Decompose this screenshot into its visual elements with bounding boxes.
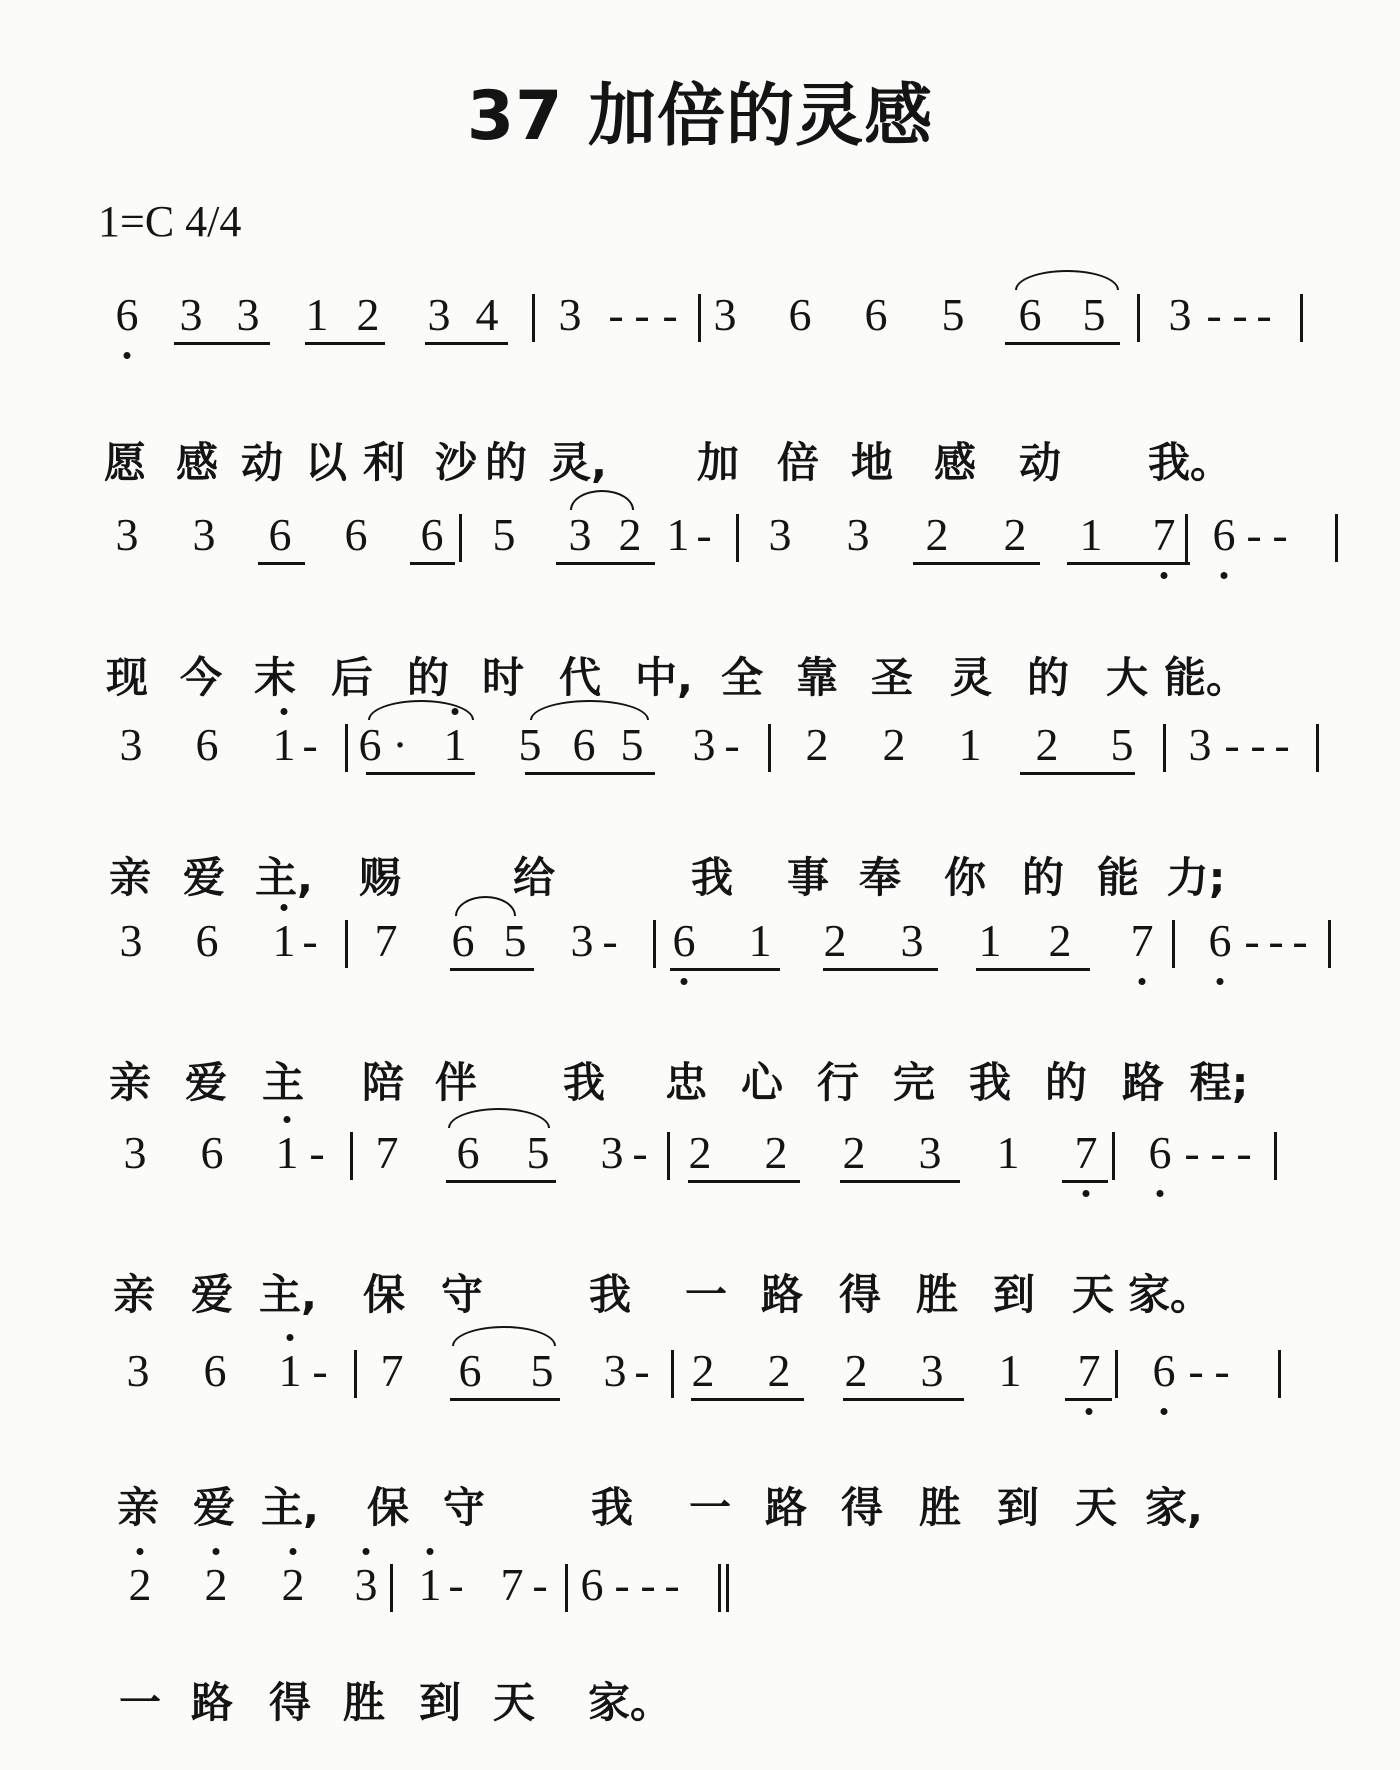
barline <box>667 1132 670 1180</box>
note: 1 <box>272 719 296 770</box>
note: 4 <box>475 289 499 340</box>
beam-underline <box>450 1398 560 1401</box>
lyric-char: 靠 <box>795 653 839 702</box>
lyric-char: 天 <box>1071 1270 1115 1319</box>
beam-underline <box>688 1180 800 1183</box>
hold-dash: - <box>309 1127 325 1178</box>
note: 7 <box>374 915 398 966</box>
lyric-char: 时 <box>481 653 525 702</box>
note: 6 <box>195 719 219 770</box>
beam-underline <box>366 772 475 775</box>
note: 2 <box>618 509 642 560</box>
beam-underline <box>840 1180 960 1183</box>
beam-underline <box>1067 562 1190 565</box>
hold-dash: - <box>312 1345 328 1396</box>
hold-dash: - <box>608 289 624 340</box>
note: 3 <box>115 509 139 560</box>
lyric-char: 你 <box>943 853 987 902</box>
upper-octave-dot <box>287 1334 294 1341</box>
lyric-char: 守 <box>440 1270 484 1319</box>
note: 1 <box>996 1127 1020 1178</box>
note: 2 <box>1003 509 1027 560</box>
lyric-char: 一 <box>118 1678 162 1727</box>
lower-octave-dot <box>124 352 131 359</box>
lyric-char: 的 <box>484 438 528 487</box>
slur <box>530 700 649 720</box>
note: 1 <box>275 1127 299 1178</box>
upper-octave-dot <box>427 1548 434 1555</box>
note: 6 <box>1152 1345 1176 1396</box>
note: 5 <box>518 719 542 770</box>
lyric-char: 大 <box>1105 653 1149 702</box>
lyric-char: 后 <box>330 653 374 702</box>
hold-dash: - <box>1236 1127 1252 1178</box>
hold-dash: - <box>1268 915 1284 966</box>
lyric-char: 得 <box>840 1483 884 1532</box>
lyric-char: 伴 <box>434 1058 478 1107</box>
note: 3 <box>179 289 203 340</box>
note: 1 <box>443 719 467 770</box>
lyric-char: 家。 <box>587 1678 673 1727</box>
lyric-char: 动 <box>240 438 284 487</box>
hold-dash: - <box>602 915 618 966</box>
lyric-char: 我 <box>562 1058 606 1107</box>
lyric-char: 保 <box>362 1270 406 1319</box>
barline <box>1163 724 1166 772</box>
hold-dash: - <box>448 1559 464 1610</box>
note: 3 <box>920 1345 944 1396</box>
note: 1 <box>666 509 690 560</box>
note: 1 <box>272 915 296 966</box>
page-title: 37 加倍的灵感 <box>466 77 934 156</box>
note: 2 <box>764 1127 788 1178</box>
beam-underline <box>823 968 938 971</box>
note: 3 <box>568 509 592 560</box>
note: 3 <box>1188 719 1212 770</box>
note: 7 <box>1130 915 1154 966</box>
lyric-char: 的 <box>406 653 450 702</box>
lower-octave-dot <box>1139 978 1146 985</box>
hold-dash: - <box>1232 289 1248 340</box>
lyric-char: 能。 <box>1163 653 1249 702</box>
hold-dash: - <box>634 1345 650 1396</box>
lyric-char: 今 <box>179 653 223 702</box>
note: 7 <box>1077 1345 1101 1396</box>
lyric-char: 赐 <box>358 853 402 902</box>
lyric-char: 亲 <box>108 853 152 902</box>
note: 2 <box>1035 719 1059 770</box>
barline <box>768 724 771 772</box>
lyric-char: 主, <box>255 853 313 902</box>
lyric-char: 我 <box>968 1058 1012 1107</box>
upper-octave-dot <box>137 1548 144 1555</box>
lyric-char: 的 <box>1026 653 1070 702</box>
lyric-char: 我 <box>690 853 734 902</box>
beam-underline <box>556 562 655 565</box>
barline <box>1274 1132 1277 1180</box>
lyric-char: 保 <box>366 1483 410 1532</box>
hold-dash: - <box>1292 915 1308 966</box>
lyric-char: 心 <box>740 1058 784 1107</box>
note: 3 <box>918 1127 942 1178</box>
beam-underline <box>670 968 780 971</box>
lyric-char: 我 <box>590 1483 634 1532</box>
note: 2 <box>823 915 847 966</box>
note: 2 <box>688 1127 712 1178</box>
barline <box>1335 514 1338 562</box>
lyric-char: 到 <box>992 1270 1036 1319</box>
note: 1 <box>748 915 772 966</box>
beam-underline <box>174 342 270 345</box>
hold-dash: - <box>1244 915 1260 966</box>
lyric-char: 天 <box>492 1678 536 1727</box>
lyric-char: 地 <box>850 438 894 487</box>
barline <box>1112 1132 1115 1180</box>
lyric-char: 行 <box>816 1058 860 1107</box>
barline <box>671 1350 674 1398</box>
barline <box>1137 294 1140 342</box>
lyric-char: 程; <box>1189 1058 1249 1107</box>
lyric-char: 胜 <box>918 1483 962 1532</box>
beam-underline <box>976 968 1090 971</box>
lyric-char: 全 <box>720 653 764 702</box>
lyric-char: 以 <box>304 438 348 487</box>
note: 6 <box>268 509 292 560</box>
note: 1 <box>1079 509 1103 560</box>
barline <box>736 514 739 562</box>
upper-octave-dot <box>284 1116 291 1123</box>
note: 6 <box>200 1127 224 1178</box>
beam-underline <box>410 562 455 565</box>
note: 3 <box>119 719 143 770</box>
barline <box>565 1564 568 1612</box>
lyric-char: 得 <box>838 1270 882 1319</box>
lyric-char: 愿 <box>103 438 147 487</box>
lyric-char: 爱 <box>192 1483 236 1532</box>
barline <box>345 724 348 772</box>
note: 6 <box>864 289 888 340</box>
slur <box>570 490 634 510</box>
note: 2 <box>844 1345 868 1396</box>
beam-underline <box>525 772 655 775</box>
note: 3 <box>900 915 924 966</box>
note: 3 <box>354 1559 378 1610</box>
slur <box>455 896 516 916</box>
slur <box>368 700 474 720</box>
hold-dash: - <box>634 289 650 340</box>
beam-underline <box>1062 1180 1108 1183</box>
lyric-char: 事 <box>786 853 830 902</box>
note: 1 <box>278 1345 302 1396</box>
note: 2 <box>691 1345 715 1396</box>
lyric-char: 亲 <box>116 1483 160 1532</box>
barline <box>345 920 348 968</box>
hold-dash: - <box>1224 719 1240 770</box>
hold-dash: - <box>632 1127 648 1178</box>
note: 2 <box>842 1127 866 1178</box>
lyric-char: 一 <box>688 1483 732 1532</box>
hold-dash: - <box>302 915 318 966</box>
lyric-char: 路 <box>190 1678 234 1727</box>
note: 6 <box>115 289 139 340</box>
note: 6 <box>1212 509 1236 560</box>
lyric-char: 得 <box>268 1678 312 1727</box>
hold-dash: - <box>1184 1127 1200 1178</box>
note: 7 <box>1152 509 1176 560</box>
barline <box>1316 724 1319 772</box>
beam-underline <box>305 342 385 345</box>
lyric-char: 天 <box>1074 1483 1118 1532</box>
hold-dash: - <box>1250 719 1266 770</box>
note: 2 <box>128 1559 152 1610</box>
hold-dash: - <box>1256 289 1272 340</box>
upper-octave-dot <box>281 904 288 911</box>
lyric-char: 动 <box>1018 438 1062 487</box>
barline <box>1300 294 1303 342</box>
lyric-char: 路 <box>764 1483 808 1532</box>
note: 6 <box>344 509 368 560</box>
note: 3 <box>768 509 792 560</box>
note: 7 <box>500 1559 524 1610</box>
barline <box>653 920 656 968</box>
lower-octave-dot <box>1217 978 1224 985</box>
note: 3 <box>558 289 582 340</box>
lyric-char: 一 <box>684 1270 728 1319</box>
note: 6 <box>572 719 596 770</box>
barline <box>459 514 462 562</box>
note: 3 <box>427 289 451 340</box>
beam-underline <box>691 1398 804 1401</box>
barline <box>1328 920 1331 968</box>
note: 6 <box>1208 915 1232 966</box>
lyric-char: 家。 <box>1127 1270 1213 1319</box>
lower-octave-dot <box>1221 572 1228 579</box>
note: 6 <box>420 509 444 560</box>
note: 7 <box>380 1345 404 1396</box>
lyric-char: 力; <box>1166 853 1226 902</box>
hold-dash: - <box>1188 1345 1204 1396</box>
note: 3 <box>126 1345 150 1396</box>
lyric-char: 末 <box>253 653 297 702</box>
hold-dash: - <box>1272 509 1288 560</box>
note: 1 <box>978 915 1002 966</box>
note: 5 <box>1110 719 1134 770</box>
lyric-char: 倍 <box>776 438 820 487</box>
note: 2 <box>281 1559 305 1610</box>
beam-underline <box>913 562 1040 565</box>
note: 2 <box>925 509 949 560</box>
note: 3 <box>119 915 143 966</box>
note: 3 <box>1168 289 1192 340</box>
note: 6 <box>195 915 219 966</box>
note: 5 <box>492 509 516 560</box>
note: 3 <box>713 289 737 340</box>
lyric-char: 给 <box>512 853 556 902</box>
lyric-char: 爱 <box>184 1058 228 1107</box>
note: 5 <box>620 719 644 770</box>
note: 3 <box>236 289 260 340</box>
note: 5 <box>526 1127 550 1178</box>
lyric-char: 到 <box>996 1483 1040 1532</box>
hold-dash: - <box>1214 1345 1230 1396</box>
beam-underline <box>1005 342 1120 345</box>
beam-underline <box>258 562 305 565</box>
hold-dash: - <box>1246 509 1262 560</box>
beam-underline <box>1020 772 1135 775</box>
hold-dash: - <box>664 1559 680 1610</box>
lyric-char: 主 <box>261 1058 305 1107</box>
upper-octave-dot <box>213 1548 220 1555</box>
lower-octave-dot <box>1161 1408 1168 1415</box>
lyric-char: 灵 <box>949 653 993 702</box>
hold-dash: - <box>532 1559 548 1610</box>
lyric-char: 主, <box>259 1270 317 1319</box>
beam-underline <box>843 1398 964 1401</box>
note: 5 <box>941 289 965 340</box>
lyric-char: 现 <box>105 653 149 702</box>
note: 5 <box>503 915 527 966</box>
note: 6 <box>451 915 475 966</box>
note: 2 <box>767 1345 791 1396</box>
slur <box>452 1326 556 1346</box>
lyric-char: 忠 <box>664 1058 708 1107</box>
note: 3 <box>603 1345 627 1396</box>
beam-underline <box>425 342 508 345</box>
note: 7 <box>375 1127 399 1178</box>
note: 3 <box>692 719 716 770</box>
lyric-char: 到 <box>418 1678 462 1727</box>
hold-dash: - <box>614 1559 630 1610</box>
lyric-char: 的 <box>1021 853 1065 902</box>
note: 3 <box>846 509 870 560</box>
lyric-char: 感 <box>933 438 977 487</box>
lyric-char: 陪 <box>361 1058 405 1107</box>
note: 6 <box>358 719 382 770</box>
barline <box>698 294 701 342</box>
lyric-char: 胜 <box>915 1270 959 1319</box>
note: 3 <box>570 915 594 966</box>
note: 3 <box>123 1127 147 1178</box>
upper-octave-dot <box>363 1548 370 1555</box>
lower-octave-dot <box>1157 1190 1164 1197</box>
lyric-char: 主, <box>261 1483 319 1532</box>
note: 2 <box>204 1559 228 1610</box>
upper-octave-dot <box>281 708 288 715</box>
lyric-char: 灵, <box>549 438 607 487</box>
lyric-char: 圣 <box>870 653 914 702</box>
note: 7 <box>1074 1127 1098 1178</box>
note: 6 <box>672 915 696 966</box>
note: 3 <box>192 509 216 560</box>
barline <box>532 294 535 342</box>
lyric-char: 中, <box>635 653 693 702</box>
beam-underline <box>450 968 534 971</box>
lyric-char: 家, <box>1145 1483 1203 1532</box>
barline <box>1115 1350 1118 1398</box>
hold-dash: - <box>724 719 740 770</box>
lyric-char: 爱 <box>190 1270 234 1319</box>
lyric-char: 感 <box>175 438 219 487</box>
note: 2 <box>805 719 829 770</box>
barline <box>390 1564 393 1612</box>
lyric-char: 路 <box>1121 1058 1165 1107</box>
note: 6 <box>203 1345 227 1396</box>
lower-octave-dot <box>1086 1408 1093 1415</box>
lyric-char: 完 <box>892 1058 936 1107</box>
lower-octave-dot <box>1161 572 1168 579</box>
hold-dash: - <box>1210 1127 1226 1178</box>
lyric-char: 守 <box>442 1483 486 1532</box>
lyric-char: 亲 <box>112 1270 156 1319</box>
lyric-char: 亲 <box>108 1058 152 1107</box>
note: 2 <box>1048 915 1072 966</box>
note: 1 <box>305 289 329 340</box>
hold-dash: - <box>302 719 318 770</box>
slur <box>1015 270 1119 290</box>
note: 1 <box>998 1345 1022 1396</box>
hold-dash: - <box>1206 289 1222 340</box>
note: 1 <box>958 719 982 770</box>
note: 5 <box>530 1345 554 1396</box>
lower-octave-dot <box>1083 1190 1090 1197</box>
note: 6 <box>456 1127 480 1178</box>
lyric-char: 能 <box>1096 853 1140 902</box>
barline <box>354 1350 357 1398</box>
note: 6 <box>458 1345 482 1396</box>
note: 6 <box>580 1559 604 1610</box>
note: 3 <box>600 1127 624 1178</box>
lyric-char: 我 <box>588 1270 632 1319</box>
barline <box>1278 1350 1281 1398</box>
note: 2 <box>356 289 380 340</box>
note: 2 <box>882 719 906 770</box>
note: 1 <box>418 1559 442 1610</box>
note: 6 <box>1018 289 1042 340</box>
slur <box>448 1108 550 1128</box>
note: 6 <box>788 289 812 340</box>
barline <box>1185 514 1188 562</box>
lyric-char: 加 <box>696 438 740 487</box>
hold-dash: - <box>662 289 678 340</box>
lyric-char: 爱 <box>182 853 226 902</box>
hold-dash: - <box>1274 719 1290 770</box>
lyric-char: 奉 <box>858 853 902 902</box>
lyric-char: 沙 <box>434 438 478 487</box>
lower-octave-dot <box>681 978 688 985</box>
lyric-char: 我。 <box>1147 438 1233 487</box>
barline <box>718 1564 721 1612</box>
lyric-char: 胜 <box>342 1678 386 1727</box>
note: 5 <box>1082 289 1106 340</box>
beam-underline <box>1065 1398 1112 1401</box>
key-signature: 1=C 4/4 <box>98 197 242 246</box>
dot-duration: · <box>392 719 408 770</box>
lyric-char: 的 <box>1044 1058 1088 1107</box>
barline <box>1172 920 1175 968</box>
hold-dash: - <box>640 1559 656 1610</box>
barline <box>350 1132 353 1180</box>
lyric-char: 代 <box>558 653 602 702</box>
lyric-char: 路 <box>760 1270 804 1319</box>
lyric-char: 利 <box>362 438 406 487</box>
note: 6 <box>1148 1127 1172 1178</box>
beam-underline <box>446 1180 556 1183</box>
hold-dash: - <box>696 509 712 560</box>
upper-octave-dot <box>290 1548 297 1555</box>
